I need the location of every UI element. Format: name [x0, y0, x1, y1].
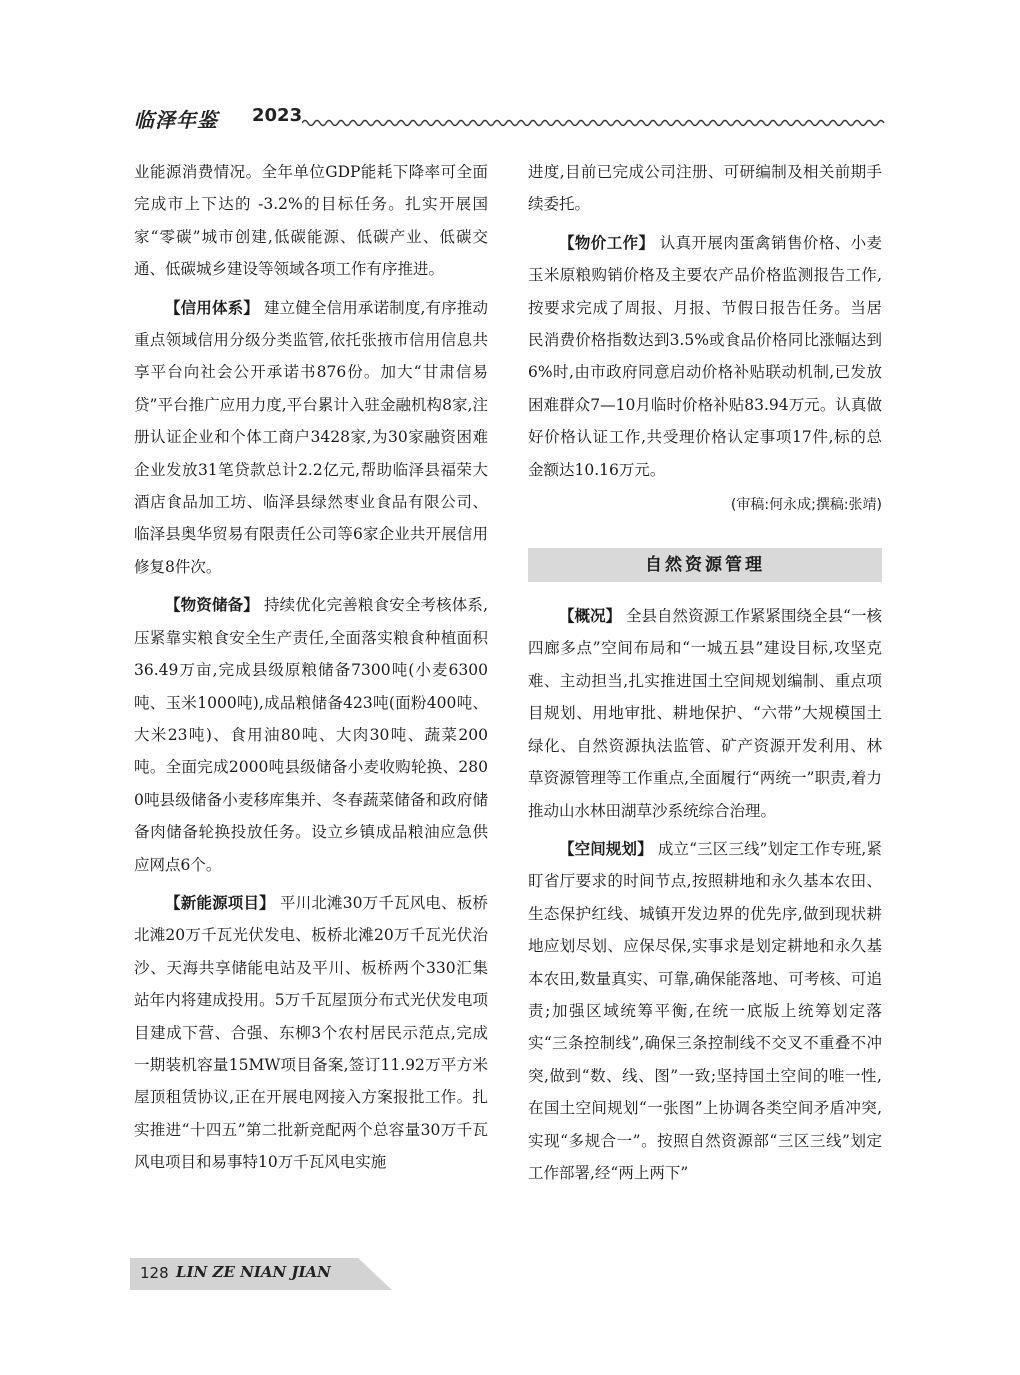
header-year: 2023: [252, 105, 303, 126]
paragraph-credit-system: [134, 292, 488, 584]
paragraph-overview: [528, 600, 882, 827]
section-tag-spatial: 【空间规划】: [559, 839, 653, 858]
running-header: [134, 100, 888, 134]
section-tag-price: 【物价工作】: [559, 233, 655, 252]
section-tag-overview: 【概况】: [559, 607, 622, 626]
section-tag-new-energy: 【新能源项目】: [165, 893, 275, 912]
paragraph-energy-consumption: 业能源消费情况。全年单位GDP能耗下降率可全面完成市上下达的 -3.2%的目标任务。扎实开展国家“零碳”城市创建,低碳能源、低碳产业、低碳交通、低碳城乡建设等领域各项工作有序推进。: [134, 163, 488, 279]
section-tag-reserve: 【物资储备】: [165, 596, 259, 615]
journal-title: LIN ZE NIAN JIAN: [176, 1263, 331, 1281]
paragraph-text: 成立“三区三线”划定工作专班,紧盯省厅要求的时间节点,按照耕地和永久基本农田、生态保护红线、城镇开发边界的优先序,做到现状耕地应划尽划、应保尽保,实事求是划定耕地和永久基本农田,数量真实、可靠,确保能落地、可考核、可追责;加强区域统筹平衡,在统一底版上统筹划定落实“三条控制线”,确保三条控制线不交叉不重叠不冲突,做到“数、线、图”一致;坚持国土空间的唯一性,在国土空间规划“一张图”上协调各类空间矛盾冲突,实现“多规合一”。按照自然资源部“三区三线”划定工作部署,经“两上两下”: [528, 839, 882, 1182]
right-column: [528, 156, 882, 1195]
editor-credit: (审稿:何永成;撰稿:张靖): [730, 497, 882, 514]
paragraph-spatial-planning: [528, 833, 882, 1189]
paragraph-text: 平川北滩30万千瓦风电、板桥北滩20万千瓦光伏发电、板桥北滩20万千瓦光伏治沙、天海共享储能电站及平川、板桥两个330汇集站年内将建成投用。5万千瓦屋顶分布式光伏发电项目建成下营、合强、东柳3个农村居民示范点,完成一期装机容量15MW项目备案,签订11.92万平方米屋顶租赁协议,正在开展电网接入方案报批工作。扎实推进“十四五”第二批新竞配两个总容量30万千瓦风电项目和易事特10万千瓦风电实施: [134, 893, 488, 1172]
paragraph-material-reserve: [134, 589, 488, 881]
section-tag-credit: 【信用体系】: [165, 298, 259, 317]
page-number: 128: [140, 1264, 169, 1282]
left-column: [134, 156, 488, 1185]
section-heading: 自然资源管理: [528, 548, 882, 582]
paragraph-text: 建立健全信用承诺制度,有序推动重点领域信用分级分类监管,依托张掖市信用信息共享平台向社会公开承诺书876份。加大“甘肃信易贷”平台推广应用力度,平台累计入驻金融机构8家,注册认证企业和个体工商户3428家,为30家融资困难企业发放31笔贷款总计2.2亿元,帮助临泽县福荣大酒店食品加工坊、临泽县绿然枣业食品有限公司、临泽县奥华贸易有限责任公司等6家企业共开展信用修复8件次。: [134, 298, 488, 576]
paragraph-progress: 进度,目前已完成公司注册、可研编制及相关前期手续委托。: [528, 163, 882, 214]
paragraph-text: 持续优化完善粮食安全考核体系,压紧靠实粮食安全生产责任,全面落实粮食种植面积36.49万亩,完成县级原粮储备7300吨(小麦6300吨、玉米1000吨),成品粮储备423吨(面粉400吨、大米23吨)、食用油80吨、大肉30吨、蔬菜200吨。全面完成2000吨县级储备小麦收购轮换、2800吨县级储备小麦移库集并、冬春蔬菜储备和政府储备肉储备轮换投放任务。设立乡镇成品粮油应急供应网点6个。: [134, 596, 488, 874]
paragraph-price-work: [528, 227, 882, 486]
page-footer: [130, 1258, 394, 1292]
paragraph-new-energy: [134, 887, 488, 1179]
paragraph-text: 全县自然资源工作紧紧围绕全县“一核四廊多点”空间布局和“一城五县”建设目标,攻坚克难、主动担当,扎实推进国土空间规划编制、重点项目规划、用地审批、耕地保护、“六带”大规模国土绿化、自然资源执法监管、矿产资源开发利用、林草资源管理等工作重点,全面履行“两统一”职责,着力推动山水林田湖草沙系统综合治理。: [528, 607, 882, 820]
wavy-rule: [302, 118, 888, 128]
paragraph-text: 认真开展肉蛋禽销售价格、小麦玉米原粮购销价格及主要农产品价格监测报告工作,按要求完成了周报、月报、节假日报告任务。当居民消费价格指数达到3.5%或食品价格同比涨幅达到6%时,由市政府同意启动价格补贴联动机制,已发放困难群众7—10月临时价格补贴83.94万元。认真做好价格认证工作,共受理价格认定事项17件,标的总金额达10.16万元。: [528, 233, 882, 479]
book-title: 临泽年鉴: [134, 108, 218, 132]
